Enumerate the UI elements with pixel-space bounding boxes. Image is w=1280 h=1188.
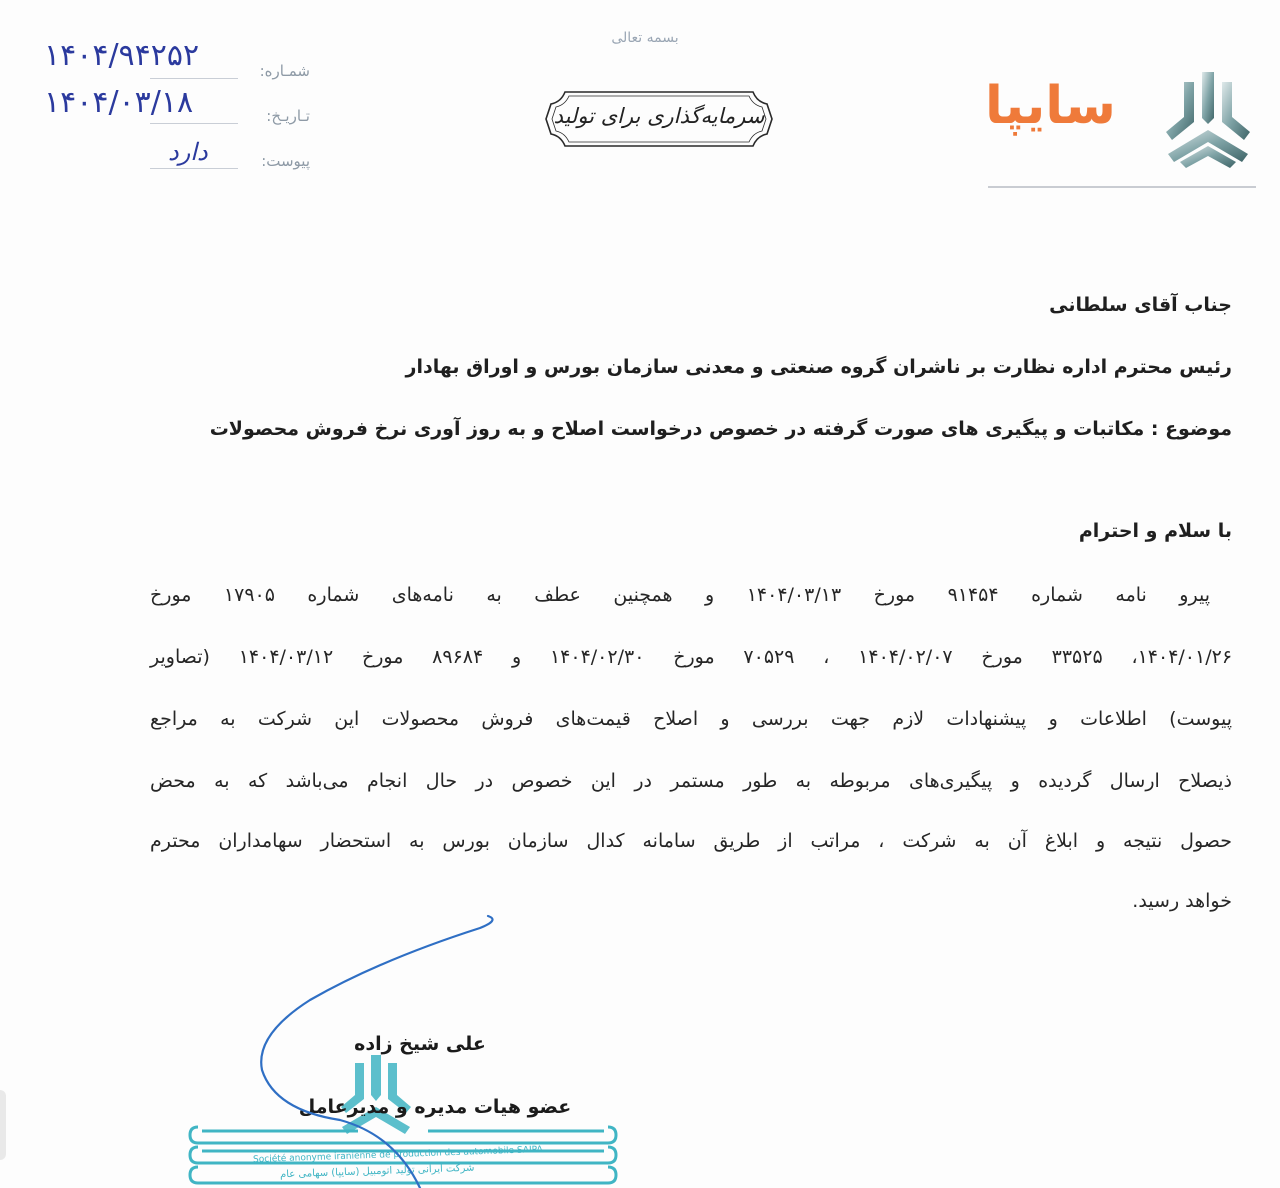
slogan-text: سرمایه‌گذاری برای تولید: [553, 104, 765, 128]
signatory-name: علی شیخ زاده: [354, 1033, 486, 1055]
body-line-6: خواهد رسید.: [1132, 890, 1232, 912]
body-line-4: ذیصلاح ارسال گردیده و پیگیری‌های مربوطه به طور مستمر در این خصوص در حال انجام می‌باشد که به محض: [150, 770, 1232, 792]
scan-edge-artifact: [0, 1090, 6, 1160]
letter-subject: موضوع : مکاتبات و پیگیری های صورت گرفته در خصوص درخواست اصلاح و به روز آوری نرخ فروش محصولات: [209, 418, 1232, 440]
number-label: شمـاره:: [259, 62, 310, 80]
attachment-underline: [150, 168, 238, 169]
saipa-emblem-icon: [1158, 70, 1258, 170]
letter-date: ۱۴۰۴/۰۳/۱۸: [44, 85, 194, 120]
body-line-2: ۱۴۰۴/۰۱/۲۶، ۳۳۵۲۵ مورخ ۱۴۰۴/۰۲/۰۷ ، ۷۰۵۲۹ مورخ ۱۴۰۴/۰۲/۳۰ و ۸۹۶۸۴ مورخ ۱۴۰۴/۰۳/۱۲ (تصاویر: [150, 646, 1233, 668]
date-underline: [150, 123, 238, 124]
stamp-text-persian: شرکت ایرانی تولید اتومبیل (سایپا) سهامی عام: [279, 1162, 475, 1181]
slogan-cartouche: [543, 88, 775, 150]
recipient-position: رئیس محترم اداره نظارت بر ناشران گروه صنعتی و معدنی سازمان بورس و اوراق بهادار: [405, 356, 1232, 378]
body-line-1: پیرو نامه شماره ۹۱۴۵۴ مورخ ۱۴۰۴/۰۳/۱۳ و همچنین عطف به نامه‌های شماره ۱۷۹۰۵ مورخ: [150, 584, 1210, 606]
body-line-3: پیوست) اطلاعات و پیشنهادات لازم جهت بررسی و اصلاح قیمت‌های فروش محصولات این شرکت به مراجع: [150, 708, 1232, 730]
recipient-name: جناب آقای سلطانی: [1049, 294, 1232, 316]
date-label: تـاریـخ:: [266, 107, 310, 125]
attachment-value: دارد: [168, 138, 208, 166]
signatory-title: عضو هیات مدیره و مدیرعامل: [298, 1096, 572, 1118]
invocation-text: بسمه تعالی: [611, 30, 679, 46]
company-wordmark: سایپا: [985, 76, 1116, 136]
letterhead-divider: [988, 186, 1256, 188]
attachment-label: پیوست:: [261, 152, 310, 170]
body-line-5: حصول نتیجه و ابلاغ آن به شرکت ، مراتب از طریق سامانه کدال سازمان بورس به استحضار سهامداران محترم: [150, 830, 1232, 852]
greeting: با سلام و احترام: [1078, 520, 1232, 542]
number-underline: [150, 78, 238, 79]
letter-number: ۱۴۰۴/۹۴۲۵۲: [44, 38, 200, 73]
stamp-text-french: Société anonyme iranienne de production des automobile SAIPA: [252, 1144, 543, 1166]
